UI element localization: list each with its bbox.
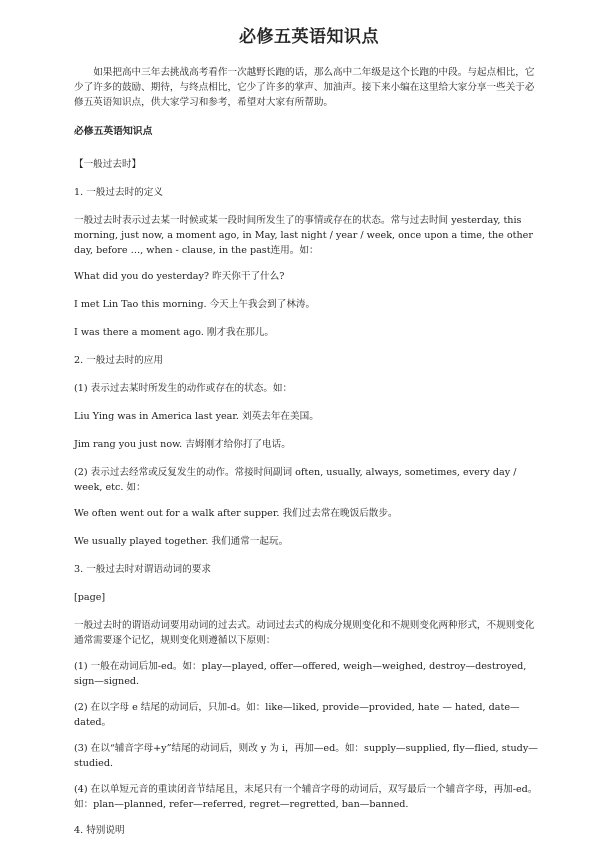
example-6: We often went out for a walk after supper. 我们过去常在晚饭后散步。 (74, 508, 398, 519)
subheading-definition: 1. 一般过去时的定义 (74, 187, 163, 198)
example-2: I met Lin Tao this morning. 今天上午我会到了林涛。 (74, 299, 316, 310)
section-heading: 必修五英语知识点 (74, 126, 153, 137)
rule-1: (1) 一般在动词后加-ed。如：play—played, offer—offered, weigh—weighed, destroy—destroyed, sign—signed. (74, 661, 527, 687)
requirements-paragraph: 一般过去时的谓语动词要用动词的过去式。动词过去式的构成分规则变化和不规则变化两种形式，不规则变化通常需要逐个记忆，规则变化则遵循以下原则： (74, 620, 535, 646)
definition-paragraph: 一般过去时表示过去某一时候或某一段时间所发生了的事情或存在的状态。常与过去时间 yesterday, this morning, just now, a moment ago, in May, last night / year / week, once upon a time, the other day, before …, when - clause, in the past连用。如： (74, 215, 533, 256)
subheading-requirements: 3. 一般过去时对谓语动词的要求 (74, 564, 211, 575)
example-5: Jim rang you just now. 吉姆刚才给你打了电话。 (74, 439, 291, 450)
usage-2: (2) 表示过去经常或反复发生的动作。常接时间副词 often, usually, always, sometimes, every day / week, etc. 如： (74, 467, 517, 493)
subheading-special-notes: 4. 特别说明 (74, 825, 125, 836)
example-3: I was there a moment ago. 刚才我在那儿。 (74, 327, 274, 338)
page-marker: [page] (74, 592, 106, 603)
rule-2: (2) 在以字母 e 结尾的动词后，只加-d。如：like—liked, provide—provided, hate — hated, date—dated。 (74, 702, 520, 728)
usage-1: (1) 表示过去某时所发生的动作或存在的状态。如： (74, 383, 293, 394)
example-4: Liu Ying was in America last year. 刘英去年在美国。 (74, 411, 319, 422)
document-title: 必修五英语知识点 (239, 27, 379, 47)
example-7: We usually played together. 我们通常一起玩。 (74, 536, 289, 547)
section-label: 【一般过去时】 (74, 159, 142, 170)
rule-4: (4) 在以单短元音的重读闭音节结尾且，末尾只有一个辅音字母的动词后，双写最后一个辅音字母，再加-ed。如：plan—planned, refer—referred, regret—regretted, ban—banned. (74, 784, 538, 810)
intro-paragraph: 如果把高中三年去挑战高考看作一次越野长跑的话，那么高中二年级是这个长跑的中段。与起点相比，它少了许多的鼓励、期待，与终点相比，它少了许多的掌声、加油声。接下来小编在这里给大家分享一些关于必修五英语知识点，供大家学习和参考，希望对大家有所帮助。 (74, 67, 535, 108)
example-1: What did you do yesterday? 昨天你干了什么? (74, 271, 285, 282)
rule-3: (3) 在以“辅音字母+y”结尾的动词后，则改 y 为 i，再加—ed。如：supply—supplied, fly—flied, study— studied. (74, 743, 538, 769)
subheading-usage: 2. 一般过去时的应用 (74, 355, 163, 366)
